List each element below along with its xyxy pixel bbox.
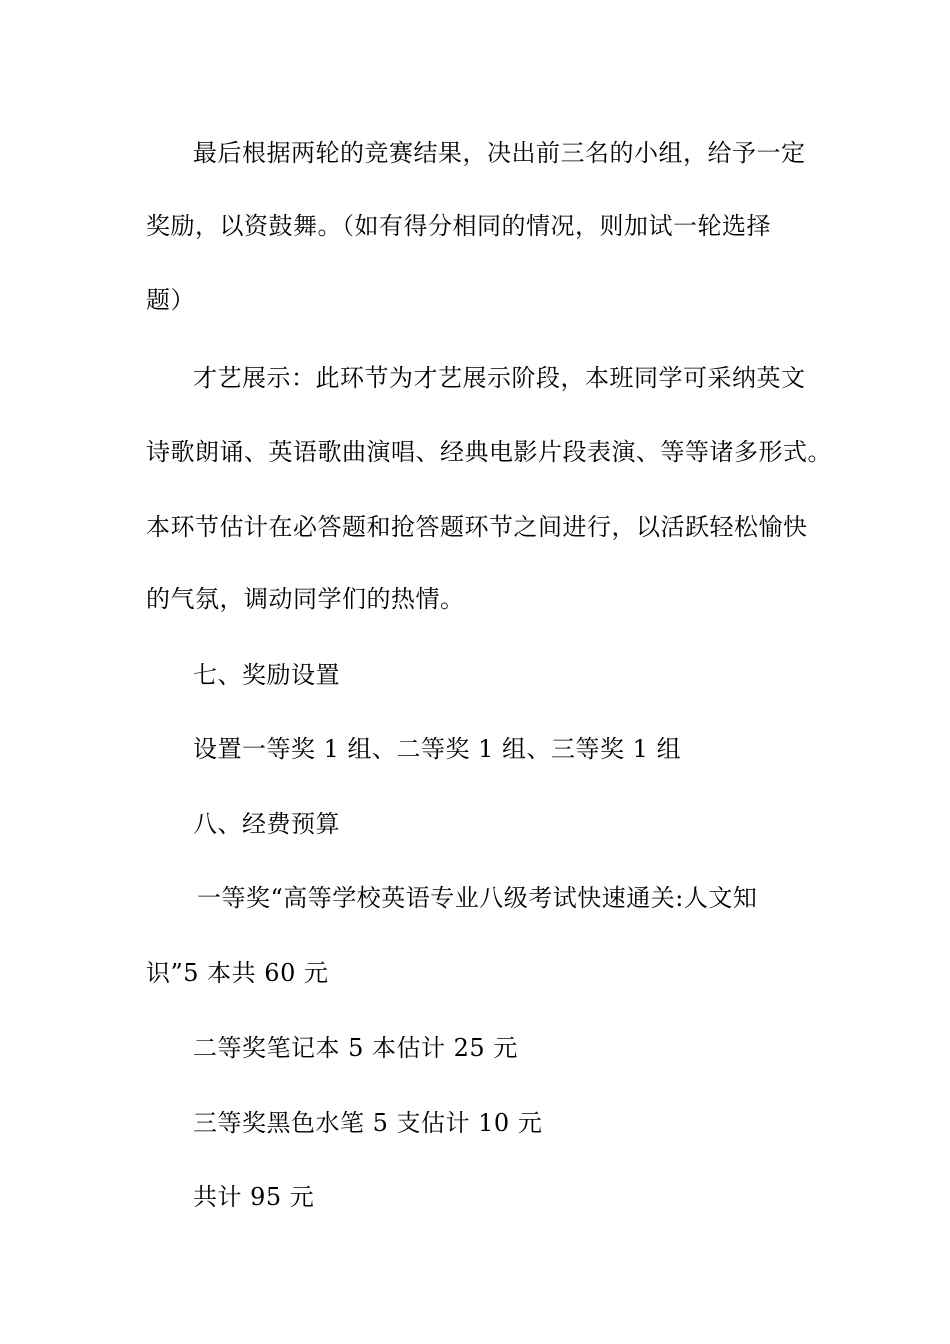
talent-paragraph-line-2: 诗歌朗诵、英语歌曲演唱、经典电影片段表演、等等诸多形式。 xyxy=(146,438,832,466)
talent-paragraph-line-4: 的气氛，调动同学们的热情。 xyxy=(146,585,465,613)
section-8-heading: 八、经费预算 xyxy=(193,810,340,838)
first-prize-line-2: 识”5 本共 60 元 xyxy=(146,959,329,987)
award-paragraph-line-2: 奖励，以资鼓舞。（如有得分相同的情况，则加试一轮选择 xyxy=(146,212,771,240)
award-paragraph-line-3: 题） xyxy=(146,286,195,314)
first-prize-line-1: 一等奖“高等学校英语专业八级考试快速通关:人文知 xyxy=(197,884,758,912)
talent-paragraph-line-1: 才艺展示：此环节为才艺展示阶段，本班同学可采纳英文 xyxy=(193,364,806,392)
third-prize-line: 三等奖黑色水笔 5 支估计 10 元 xyxy=(193,1109,543,1137)
award-paragraph-line-1: 最后根据两轮的竞赛结果，决出前三名的小组，给予一定 xyxy=(193,139,806,167)
total-cost-line: 共计 95 元 xyxy=(193,1183,315,1211)
talent-paragraph-line-3: 本环节估计在必答题和抢答题环节之间进行，以活跃轻松愉快 xyxy=(146,513,808,541)
section-7-heading: 七、奖励设置 xyxy=(193,661,340,689)
second-prize-line: 二等奖笔记本 5 本估计 25 元 xyxy=(193,1034,518,1062)
section-7-text: 设置一等奖 1 组、二等奖 1 组、三等奖 1 组 xyxy=(193,735,682,763)
